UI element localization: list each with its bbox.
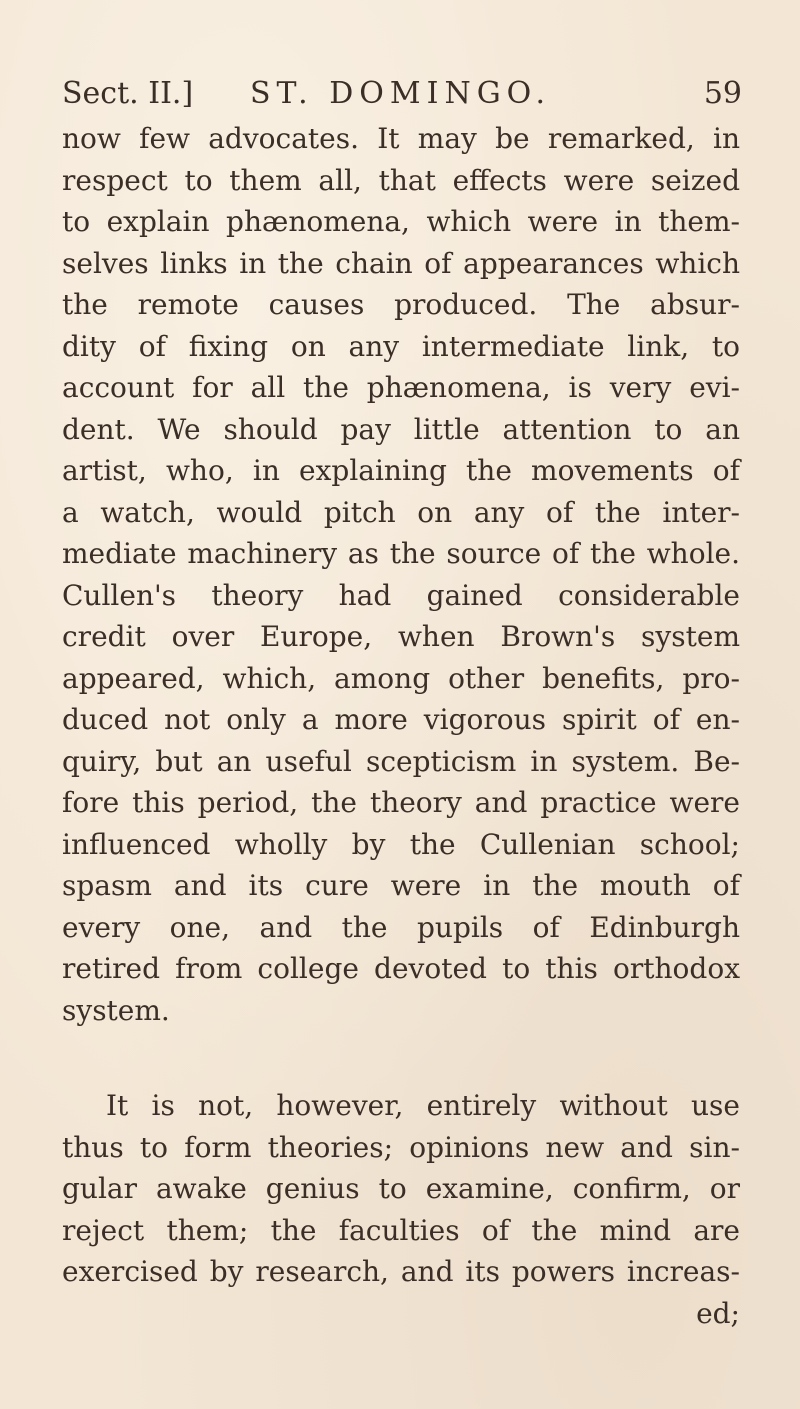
paragraph-gap [62, 1031, 740, 1085]
text-line: quiry, but an useful scepticism in system. Be- [62, 744, 740, 778]
text-line: Cullen's theory had gained considerable [62, 578, 740, 612]
text-line: It is not, however, entirely without use [106, 1089, 740, 1122]
text-line: ed; [696, 1296, 740, 1330]
text-line: gular awake genius to examine, confirm, or [62, 1172, 740, 1205]
text-line: fore this period, the theory and practice were [62, 786, 740, 819]
text-line: credit over Europe, when Brown's system [62, 620, 740, 653]
text-line: exercised by research, and its powers increas- [62, 1255, 740, 1288]
text-line: mediate machinery as the source of the whole. [62, 537, 740, 570]
text-line: now few advocates. It may be remarked, in [62, 122, 740, 155]
text-line: thus to form theories; opinions new and sin- [62, 1130, 740, 1164]
paragraph-2 [62, 1085, 740, 1334]
running-title: ST. DOMINGO. [250, 76, 552, 111]
text-line: dity of fixing on any intermediate link, to [62, 329, 740, 363]
text-line: a watch, would pitch on any of the inter- [62, 495, 740, 529]
text-line: every one, and the pupils of Edinburgh [62, 910, 740, 944]
text-line: influenced wholly by the Cullenian school; [62, 827, 740, 861]
text-line: dent. We should pay little attention to an [62, 412, 740, 446]
paragraph-1 [62, 118, 740, 1031]
text-line: retired from college devoted to this orthodox [62, 952, 740, 985]
section-marker: Sect. II.] [62, 76, 194, 111]
text-line: reject them; the faculties of the mind are [62, 1213, 740, 1247]
text-line: the remote causes produced. The absur- [62, 288, 740, 321]
text-line: account for all the phænomena, is very evi- [62, 371, 740, 404]
page-header [62, 76, 742, 116]
text-line: artist, who, in explaining the movements of [62, 454, 740, 487]
text-line: respect to them all, that effects were seized [62, 163, 740, 197]
text-line: duced not only a more vigorous spirit of en- [62, 703, 740, 736]
body-text [62, 118, 740, 1334]
text-line: selves links in the chain of appearances which [62, 246, 740, 280]
text-line: system. [62, 993, 170, 1027]
text-line: appeared, which, among other benefits, pro- [62, 661, 740, 695]
text-line: spasm and its cure were in the mouth of [62, 869, 740, 902]
page-number: 59 [703, 76, 742, 111]
text-line: to explain phænomena, which were in them- [62, 205, 740, 238]
